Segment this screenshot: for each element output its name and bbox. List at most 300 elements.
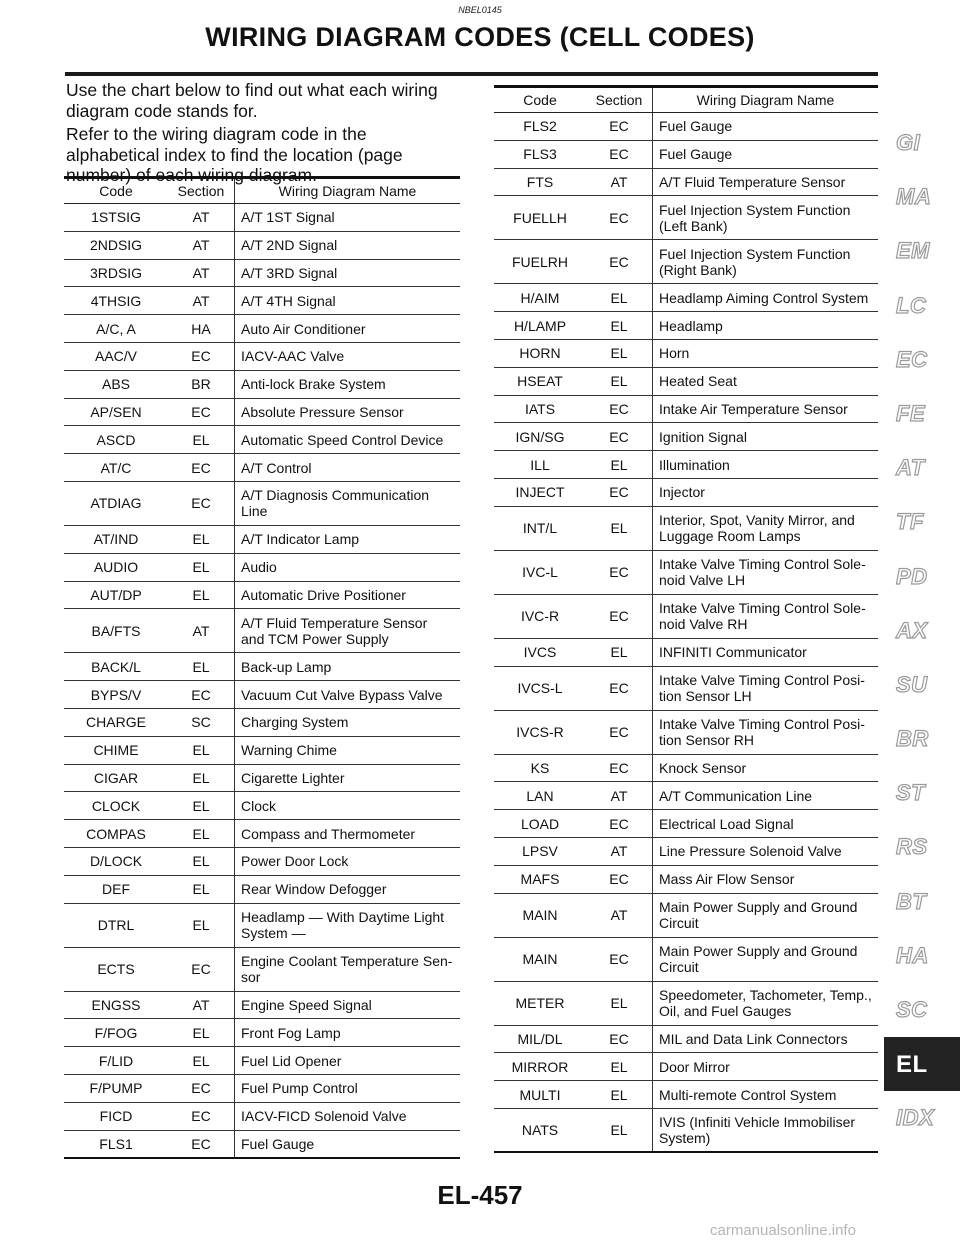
cell-code: FLS2 xyxy=(494,113,586,141)
tab-rs[interactable] xyxy=(884,820,960,874)
cell-code: ECTS xyxy=(64,947,168,991)
cell-section: EC xyxy=(168,1074,235,1102)
cell-code: MULTI xyxy=(494,1081,586,1109)
cell-code: A/C, A xyxy=(64,315,168,343)
cell-section: EC xyxy=(168,947,235,991)
table-row xyxy=(64,847,460,875)
cell-section: AT xyxy=(586,782,653,810)
cell-diagram-name: Mass Air Flow Sensor xyxy=(653,865,879,893)
cell-code: NATS xyxy=(494,1108,586,1152)
cell-section: EC xyxy=(586,550,653,594)
intro-text xyxy=(66,80,464,189)
cell-code: FLS1 xyxy=(64,1130,168,1158)
cell-section: EC xyxy=(586,196,653,240)
cell-section: EC xyxy=(168,1130,235,1158)
cell-section: EC xyxy=(586,666,653,710)
tab-su[interactable] xyxy=(884,658,960,712)
cell-section: EL xyxy=(168,736,235,764)
cell-diagram-name: Intake Air Temperature Sensor xyxy=(653,395,879,423)
tab-label: GI xyxy=(896,130,921,155)
cell-diagram-name: Knock Sensor xyxy=(653,754,879,782)
cell-section: EL xyxy=(586,1108,653,1152)
table-row xyxy=(494,865,878,893)
tab-pd[interactable] xyxy=(884,550,960,604)
header-section: Section xyxy=(168,178,235,204)
cell-diagram-name: Intake Valve Timing Control Sole- noid Valve RH xyxy=(653,594,879,638)
cell-code: BA/FTS xyxy=(64,609,168,653)
table-row xyxy=(494,837,878,865)
tab-label: EM xyxy=(896,238,930,264)
cell-diagram-name: Power Door Lock xyxy=(235,847,461,875)
cell-section: EL xyxy=(168,1019,235,1047)
tab-label: EL xyxy=(896,1051,928,1079)
reference-id: NBEL0145 xyxy=(458,5,502,15)
cell-diagram-name: Fuel Gauge xyxy=(653,113,879,141)
cell-code: ENGSS xyxy=(64,991,168,1019)
tab-sc[interactable] xyxy=(884,983,960,1037)
table-row xyxy=(64,947,460,991)
cell-diagram-name: Back-up Lamp xyxy=(235,653,461,681)
cell-diagram-name: Intake Valve Timing Control Sole- noid Valve LH xyxy=(653,550,879,594)
table-row xyxy=(494,451,878,479)
tab-label: RS xyxy=(896,834,928,860)
cell-code: METER xyxy=(494,981,586,1025)
tab-bt[interactable] xyxy=(884,875,960,929)
table-row xyxy=(494,168,878,196)
table-row xyxy=(64,342,460,370)
watermark: carmanualsonline.info xyxy=(710,1222,856,1239)
cell-diagram-name: A/T 1ST Signal xyxy=(235,204,461,232)
cell-diagram-name: INFINITI Communicator xyxy=(653,638,879,666)
cell-code: FLS3 xyxy=(494,140,586,168)
cell-section: AT xyxy=(168,204,235,232)
cell-diagram-name: Front Fog Lamp xyxy=(235,1019,461,1047)
cell-section: AT xyxy=(586,168,653,196)
header-name: Wiring Diagram Name xyxy=(653,87,879,113)
table-row xyxy=(494,1053,878,1081)
tab-fe[interactable] xyxy=(884,387,960,441)
tab-lc[interactable] xyxy=(884,279,960,333)
cell-code: 4THSIG xyxy=(64,287,168,315)
cell-code: IVCS-L xyxy=(494,666,586,710)
cell-diagram-name: Headlamp — With Daytime Light System — xyxy=(235,903,461,947)
tab-label: ST xyxy=(896,780,926,806)
cell-section: EC xyxy=(586,395,653,423)
cell-code: 1STSIG xyxy=(64,204,168,232)
table-row xyxy=(64,287,460,315)
cell-section: EL xyxy=(168,792,235,820)
cell-section: EL xyxy=(168,764,235,792)
cell-section: EL xyxy=(168,820,235,848)
cell-diagram-name: IACV-AAC Valve xyxy=(235,342,461,370)
cell-section: EC xyxy=(168,398,235,426)
cell-diagram-name: Cigarette Lighter xyxy=(235,764,461,792)
table-row xyxy=(494,754,878,782)
tab-label: AT xyxy=(896,455,925,481)
cell-diagram-name: Multi-remote Control System xyxy=(653,1081,879,1109)
cell-section: EL xyxy=(586,339,653,367)
table-row xyxy=(64,1074,460,1102)
cell-diagram-name: Electrical Load Signal xyxy=(653,810,879,838)
tab-label: PD xyxy=(896,563,928,589)
cell-diagram-name: Anti-lock Brake System xyxy=(235,370,461,398)
cell-diagram-name: Auto Air Conditioner xyxy=(235,315,461,343)
cell-section: HA xyxy=(168,315,235,343)
cell-section: EL xyxy=(586,638,653,666)
cell-code: FICD xyxy=(64,1102,168,1130)
tab-em[interactable] xyxy=(884,224,960,278)
cell-code: INJECT xyxy=(494,478,586,506)
table-row xyxy=(494,893,878,937)
table-row xyxy=(494,638,878,666)
tab-gi[interactable] xyxy=(884,116,960,170)
table-row xyxy=(64,1130,460,1158)
table-row xyxy=(64,553,460,581)
table-row xyxy=(494,395,878,423)
page-number: EL-457 xyxy=(437,1180,523,1210)
cell-section: BR xyxy=(168,370,235,398)
table-row xyxy=(64,204,460,232)
cell-code: LPSV xyxy=(494,837,586,865)
cell-diagram-name: A/T Diagnosis Communication Line xyxy=(235,481,461,525)
cell-section: EL xyxy=(586,367,653,395)
cell-section: EL xyxy=(168,581,235,609)
tab-label: MA xyxy=(896,184,932,210)
cell-diagram-name: Fuel Gauge xyxy=(653,140,879,168)
cell-diagram-name: Fuel Lid Opener xyxy=(235,1047,461,1075)
table-row xyxy=(494,140,878,168)
cell-diagram-name: A/T Fluid Temperature Sensor xyxy=(653,168,879,196)
cell-code: MIRROR xyxy=(494,1053,586,1081)
table-row xyxy=(494,312,878,340)
cell-code: BACK/L xyxy=(64,653,168,681)
intro-paragraph-2: Refer to the wiring diagram code in the alphabetical index to find the location (page number) of each wiring diagram. xyxy=(66,124,403,185)
table-row xyxy=(494,196,878,240)
cell-code: IATS xyxy=(494,395,586,423)
cell-diagram-name: Line Pressure Solenoid Valve xyxy=(653,837,879,865)
cell-code: 3RDSIG xyxy=(64,259,168,287)
cell-section: EC xyxy=(586,478,653,506)
tab-idx[interactable] xyxy=(884,1091,960,1145)
cell-diagram-name: Horn xyxy=(653,339,879,367)
cell-section: EL xyxy=(586,312,653,340)
cell-section: EC xyxy=(586,810,653,838)
cell-section: EC xyxy=(586,710,653,754)
cell-section: EL xyxy=(168,1047,235,1075)
cell-section: AT xyxy=(168,231,235,259)
cell-section: EC xyxy=(168,681,235,709)
tab-ha[interactable] xyxy=(884,929,960,983)
cell-diagram-name: Interior, Spot, Vanity Mirror, and Luggage Room Lamps xyxy=(653,506,879,550)
table-row xyxy=(494,284,878,312)
cell-diagram-name: Fuel Injection System Function (Left Bank) xyxy=(653,196,879,240)
table-row xyxy=(494,423,878,451)
table-row xyxy=(64,581,460,609)
cell-code: ASCD xyxy=(64,426,168,454)
cell-code: CLOCK xyxy=(64,792,168,820)
cell-code: DTRL xyxy=(64,903,168,947)
table-row xyxy=(64,1019,460,1047)
table-row xyxy=(64,426,460,454)
cell-section: EC xyxy=(168,1102,235,1130)
cell-code: IVCS-R xyxy=(494,710,586,754)
cell-section: EC xyxy=(586,423,653,451)
table-row xyxy=(494,594,878,638)
cell-section: EL xyxy=(168,875,235,903)
cell-section: AT xyxy=(168,991,235,1019)
table-row xyxy=(494,367,878,395)
table-row xyxy=(64,525,460,553)
header-code: Code xyxy=(64,178,168,204)
tab-br[interactable] xyxy=(884,712,960,766)
tab-label: HA xyxy=(896,942,929,968)
cell-section: EC xyxy=(586,937,653,981)
cell-section: EC xyxy=(586,113,653,141)
table-row xyxy=(64,370,460,398)
tab-label: SC xyxy=(896,997,928,1022)
tab-label: LC xyxy=(896,292,927,318)
cell-code: HSEAT xyxy=(494,367,586,395)
cell-section: EC xyxy=(168,481,235,525)
cell-diagram-name: Automatic Drive Positioner xyxy=(235,581,461,609)
tab-label: TF xyxy=(896,509,924,535)
cell-diagram-name: A/T Fluid Temperature Sensor and TCM Power Supply xyxy=(235,609,461,653)
cell-section: EL xyxy=(168,903,235,947)
header-code: Code xyxy=(494,87,586,113)
cell-section: AT xyxy=(168,259,235,287)
cell-code: H/AIM xyxy=(494,284,586,312)
cell-code: INT/L xyxy=(494,506,586,550)
header-section: Section xyxy=(586,87,653,113)
table-row xyxy=(64,820,460,848)
table-row xyxy=(494,506,878,550)
cell-code: F/PUMP xyxy=(64,1074,168,1102)
table-row xyxy=(64,609,460,653)
cell-diagram-name: A/T 3RD Signal xyxy=(235,259,461,287)
table-row xyxy=(64,259,460,287)
cell-diagram-name: Speedometer, Tachometer, Temp., Oil, and Fuel Gauges xyxy=(653,981,879,1025)
cell-code: IVC-L xyxy=(494,550,586,594)
table-row xyxy=(494,666,878,710)
cell-code: AP/SEN xyxy=(64,398,168,426)
table-row xyxy=(64,903,460,947)
cell-diagram-name: Engine Speed Signal xyxy=(235,991,461,1019)
cell-code: 2NDSIG xyxy=(64,231,168,259)
cell-code: MAIN xyxy=(494,937,586,981)
tab-tf[interactable] xyxy=(884,495,960,549)
cell-section: EC xyxy=(586,754,653,782)
table-header-row xyxy=(64,178,460,204)
cell-code: D/LOCK xyxy=(64,847,168,875)
cell-code: IGN/SG xyxy=(494,423,586,451)
cell-section: AT xyxy=(586,893,653,937)
codes-table-left xyxy=(64,176,460,1159)
tab-label: EC xyxy=(896,346,928,372)
cell-diagram-name: IACV-FICD Solenoid Valve xyxy=(235,1102,461,1130)
table-row xyxy=(64,398,460,426)
table-row xyxy=(494,1081,878,1109)
cell-section: EL xyxy=(168,653,235,681)
section-index-tabs xyxy=(884,116,960,1146)
cell-diagram-name: A/T Communication Line xyxy=(653,782,879,810)
table-row xyxy=(494,1025,878,1053)
cell-code: FUELLH xyxy=(494,196,586,240)
cell-code: MAIN xyxy=(494,893,586,937)
header-name: Wiring Diagram Name xyxy=(235,178,461,204)
table-row xyxy=(64,708,460,736)
table-row xyxy=(64,315,460,343)
cell-section: AT xyxy=(168,609,235,653)
cell-diagram-name: Injector xyxy=(653,478,879,506)
table-row xyxy=(494,937,878,981)
table-row xyxy=(494,782,878,810)
cell-section: EC xyxy=(586,865,653,893)
table-row xyxy=(494,339,878,367)
cell-diagram-name: A/T 4TH Signal xyxy=(235,287,461,315)
cell-diagram-name: A/T Indicator Lamp xyxy=(235,525,461,553)
cell-code: BYPS/V xyxy=(64,681,168,709)
cell-diagram-name: Absolute Pressure Sensor xyxy=(235,398,461,426)
cell-code: CHARGE xyxy=(64,708,168,736)
cell-section: EL xyxy=(168,847,235,875)
cell-section: EL xyxy=(586,284,653,312)
cell-code: LAN xyxy=(494,782,586,810)
cell-diagram-name: Main Power Supply and Ground Circuit xyxy=(653,893,879,937)
cell-diagram-name: Warning Chime xyxy=(235,736,461,764)
tab-label: IDX xyxy=(896,1105,935,1131)
cell-code: F/FOG xyxy=(64,1019,168,1047)
table-row xyxy=(494,1108,878,1152)
cell-diagram-name: Fuel Gauge xyxy=(235,1130,461,1158)
cell-code: CIGAR xyxy=(64,764,168,792)
cell-code: FUELRH xyxy=(494,240,586,284)
cell-diagram-name: Headlamp Aiming Control System xyxy=(653,284,879,312)
table-row xyxy=(494,240,878,284)
tab-ec[interactable] xyxy=(884,333,960,387)
cell-diagram-name: Intake Valve Timing Control Posi- tion Sensor LH xyxy=(653,666,879,710)
cell-diagram-name: Heated Seat xyxy=(653,367,879,395)
tab-el[interactable] xyxy=(884,1037,960,1091)
cell-diagram-name: Charging System xyxy=(235,708,461,736)
cell-diagram-name: Rear Window Defogger xyxy=(235,875,461,903)
cell-code: IVC-R xyxy=(494,594,586,638)
cell-section: EL xyxy=(168,553,235,581)
cell-diagram-name: Intake Valve Timing Control Posi- tion Sensor RH xyxy=(653,710,879,754)
cell-code: AUDIO xyxy=(64,553,168,581)
cell-section: EL xyxy=(586,506,653,550)
cell-section: EC xyxy=(586,594,653,638)
codes-table-right xyxy=(494,85,878,1153)
cell-code: ATDIAG xyxy=(64,481,168,525)
intro-paragraph-1: Use the chart below to find out what each wiring diagram code stands for. xyxy=(66,80,438,121)
cell-code: H/LAMP xyxy=(494,312,586,340)
cell-code: AT/IND xyxy=(64,525,168,553)
table-row xyxy=(494,981,878,1025)
cell-diagram-name: Audio xyxy=(235,553,461,581)
cell-diagram-name: Vacuum Cut Valve Bypass Valve xyxy=(235,681,461,709)
cell-code: HORN xyxy=(494,339,586,367)
tab-label: AX xyxy=(896,617,928,643)
table-row xyxy=(64,653,460,681)
table-row xyxy=(494,810,878,838)
table-row xyxy=(494,550,878,594)
cell-section: EC xyxy=(168,454,235,482)
table-row xyxy=(64,764,460,792)
cell-code: AUT/DP xyxy=(64,581,168,609)
table-row xyxy=(64,481,460,525)
cell-section: EL xyxy=(586,981,653,1025)
cell-code: ILL xyxy=(494,451,586,479)
cell-code: IVCS xyxy=(494,638,586,666)
cell-code: MAFS xyxy=(494,865,586,893)
table-row xyxy=(494,113,878,141)
cell-code: COMPAS xyxy=(64,820,168,848)
cell-diagram-name: MIL and Data Link Connectors xyxy=(653,1025,879,1053)
table-row xyxy=(64,736,460,764)
cell-diagram-name: Door Mirror xyxy=(653,1053,879,1081)
cell-diagram-name: Clock xyxy=(235,792,461,820)
cell-diagram-name: Main Power Supply and Ground Circuit xyxy=(653,937,879,981)
cell-section: EC xyxy=(586,1025,653,1053)
tab-label: FE xyxy=(896,400,926,426)
tab-at[interactable] xyxy=(884,441,960,495)
cell-diagram-name: Automatic Speed Control Device xyxy=(235,426,461,454)
cell-diagram-name: Engine Coolant Temperature Sen- sor xyxy=(235,947,461,991)
table-row xyxy=(64,454,460,482)
cell-section: EL xyxy=(586,1053,653,1081)
cell-diagram-name: Ignition Signal xyxy=(653,423,879,451)
cell-section: AT xyxy=(168,287,235,315)
cell-diagram-name: Headlamp xyxy=(653,312,879,340)
tab-label: BT xyxy=(896,888,927,914)
table-row xyxy=(494,710,878,754)
cell-diagram-name: Illumination xyxy=(653,451,879,479)
cell-code: KS xyxy=(494,754,586,782)
cell-diagram-name: Fuel Injection System Function (Right Bank) xyxy=(653,240,879,284)
cell-section: EL xyxy=(168,426,235,454)
table-row xyxy=(494,478,878,506)
table-row xyxy=(64,681,460,709)
cell-diagram-name: A/T Control xyxy=(235,454,461,482)
cell-section: SC xyxy=(168,708,235,736)
table-row xyxy=(64,991,460,1019)
cell-diagram-name: Compass and Thermometer xyxy=(235,820,461,848)
table-header-row xyxy=(494,87,878,113)
cell-section: AT xyxy=(586,837,653,865)
table-row xyxy=(64,875,460,903)
cell-section: EL xyxy=(586,1081,653,1109)
cell-code: FTS xyxy=(494,168,586,196)
tab-label: SU xyxy=(896,671,928,697)
cell-diagram-name: IVIS (Infiniti Vehicle Immobiliser System) xyxy=(653,1108,879,1152)
cell-diagram-name: A/T 2ND Signal xyxy=(235,231,461,259)
cell-section: EC xyxy=(586,140,653,168)
cell-code: CHIME xyxy=(64,736,168,764)
cell-code: MIL/DL xyxy=(494,1025,586,1053)
cell-section: EL xyxy=(168,525,235,553)
title-divider xyxy=(65,72,878,76)
table-row xyxy=(64,792,460,820)
tab-label: BR xyxy=(896,726,929,752)
tab-ma[interactable] xyxy=(884,170,960,224)
tab-st[interactable] xyxy=(884,766,960,820)
tab-ax[interactable] xyxy=(884,604,960,658)
table-row xyxy=(64,1102,460,1130)
cell-code: AT/C xyxy=(64,454,168,482)
table-row xyxy=(64,1047,460,1075)
cell-code: ABS xyxy=(64,370,168,398)
table-row xyxy=(64,231,460,259)
